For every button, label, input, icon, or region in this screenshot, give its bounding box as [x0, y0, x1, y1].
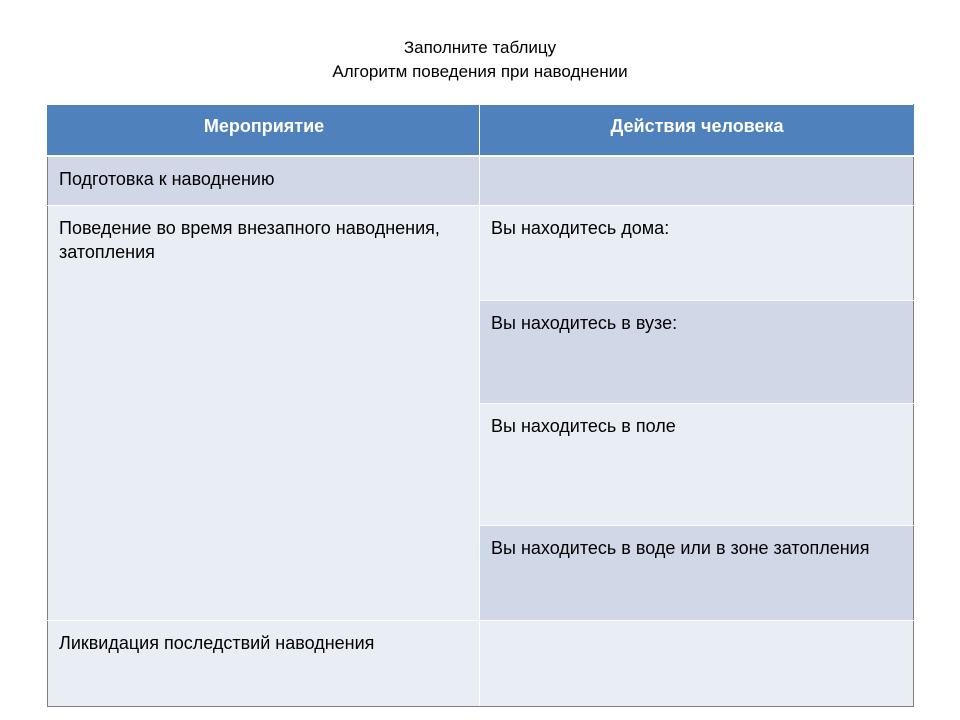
event-preparation: Подготовка к наводнению	[48, 156, 480, 206]
table-row	[48, 156, 914, 206]
table-row	[48, 621, 914, 707]
action-at-university[interactable]: Вы находитесь в вузе:	[480, 301, 914, 404]
heading-instruction: Заполните таблицу	[403, 38, 557, 57]
event-behavior: Поведение во время внезапного наводнения, затопления	[48, 206, 480, 621]
action-in-water[interactable]: Вы находитесь в воде или в зоне затопления	[480, 526, 914, 621]
table-row	[48, 206, 914, 301]
heading-title: Алгоритм поведения при наводнении	[332, 62, 628, 81]
event-liquidation: Ликвидация последствий наводнения	[48, 621, 480, 707]
page-heading	[0, 36, 960, 84]
action-preparation[interactable]	[480, 156, 914, 206]
header-event: Мероприятие	[48, 105, 480, 156]
header-actions: Действия человека	[480, 105, 914, 156]
action-in-field[interactable]: Вы находитесь в поле	[480, 404, 914, 526]
flood-behavior-table	[47, 104, 914, 707]
action-at-home[interactable]: Вы находитесь дома:	[480, 206, 914, 301]
table-header-row	[48, 105, 914, 156]
action-liquidation[interactable]	[480, 621, 914, 707]
